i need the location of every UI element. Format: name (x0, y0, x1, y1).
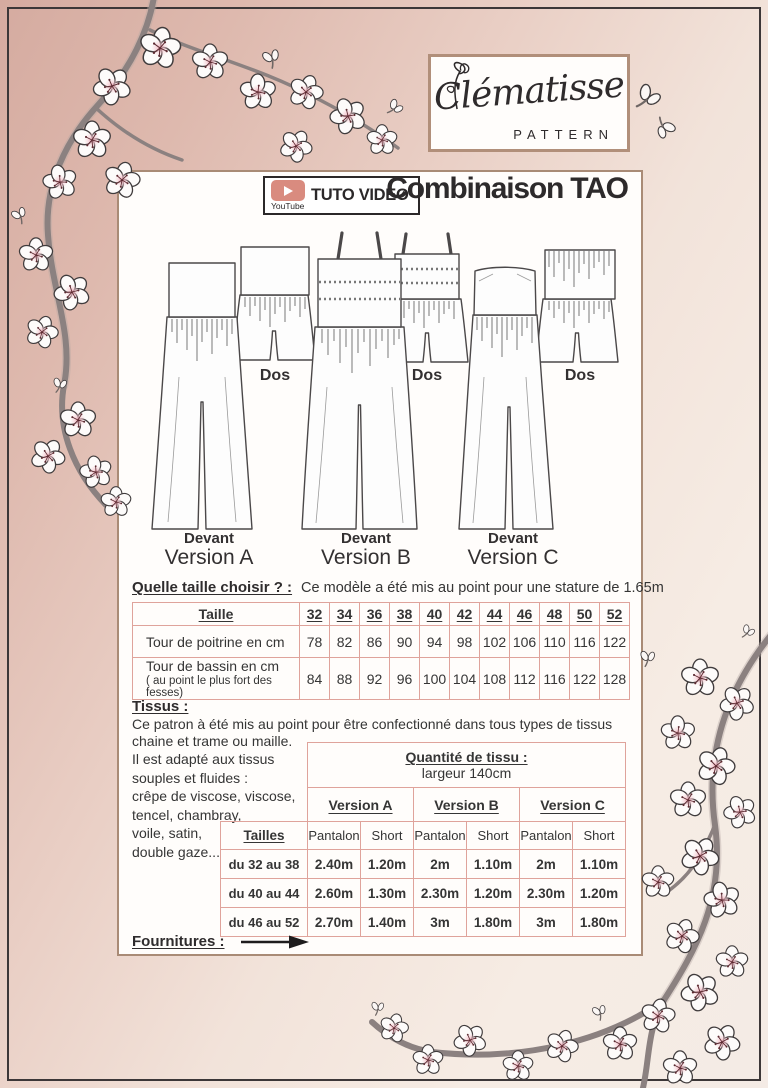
bud-near-logo (629, 80, 679, 142)
pantalon-header: Pantalon (414, 822, 467, 850)
short-header: Short (467, 822, 520, 850)
version-a-front-sketch (152, 263, 252, 529)
size-cell: 50 (570, 603, 600, 626)
quantity-value: 2.70m (308, 908, 361, 937)
empty-cell (221, 743, 308, 788)
version-c-label: Version C (467, 546, 559, 567)
dos-label-c: Dos (564, 367, 596, 384)
fabric-line: Il est adapté aux tissus (132, 751, 275, 767)
bust-value: 94 (420, 626, 450, 658)
pantalon-header: Pantalon (520, 822, 573, 850)
size-cell: 46 (510, 603, 540, 626)
version-b-header: Version B (414, 788, 520, 822)
bust-row-label: Tour de poitrine en cm (133, 626, 300, 658)
youtube-icon (271, 180, 305, 211)
size-cell: 34 (330, 603, 360, 626)
size-cell: 40 (420, 603, 450, 626)
hip-label-main: Tour de bassin en cm (146, 658, 280, 674)
fabric-paragraph-line2: chaine et trame ou maille. (132, 733, 293, 749)
bust-value: 98 (450, 626, 480, 658)
version-a-label: Version A (164, 546, 254, 567)
supplies-row (132, 933, 311, 950)
size-cell: 48 (540, 603, 570, 626)
quantity-title-row (221, 743, 626, 788)
brand-logo-box (428, 54, 630, 152)
bust-value: 106 (510, 626, 540, 658)
quantity-row (221, 850, 626, 879)
quantity-value: 3m (414, 908, 467, 937)
quantity-value: 1.30m (361, 879, 414, 908)
hip-value: 104 (450, 658, 480, 700)
quantity-value: 1.20m (361, 850, 414, 879)
bust-value: 78 (300, 626, 330, 658)
hip-value: 122 (570, 658, 600, 700)
short-header: Short (573, 822, 626, 850)
size-cell: 38 (390, 603, 420, 626)
quantity-value: 2.40m (308, 850, 361, 879)
quantity-value: 2.30m (520, 879, 573, 908)
quantity-value: 2m (414, 850, 467, 879)
size-cell: 52 (600, 603, 630, 626)
right-arrow-icon (239, 934, 311, 950)
size-cell: 44 (480, 603, 510, 626)
fabric-line: voile, satin, (132, 825, 203, 841)
hip-label-note: ( au point le plus fort des fesses) (146, 675, 272, 699)
hip-value: 112 (510, 658, 540, 700)
hip-value: 96 (390, 658, 420, 700)
bust-value: 116 (570, 626, 600, 658)
version-b-label: Version B (321, 546, 411, 567)
version-c-front-sketch (459, 267, 553, 529)
size-table (132, 602, 630, 700)
size-cell: 42 (450, 603, 480, 626)
quantity-value: 2m (520, 850, 573, 879)
devant-label-a: Devant (183, 530, 235, 547)
column-header-row (221, 822, 626, 850)
quantity-value: 1.20m (467, 879, 520, 908)
quantity-value: 2.60m (308, 879, 361, 908)
quantity-value: 1.20m (573, 879, 626, 908)
bust-value: 102 (480, 626, 510, 658)
tuto-video-label: TUTO VIDEO (311, 185, 409, 204)
brand-name: Clématisse (432, 64, 626, 119)
size-cell: 32 (300, 603, 330, 626)
version-c-header: Version C (520, 788, 626, 822)
devant-label-c: Devant (487, 530, 539, 547)
size-intro: Ce modèle a été mis au point pour une stature de 1.65m (301, 580, 664, 596)
bust-row (133, 626, 630, 658)
quantity-value: 1.10m (467, 850, 520, 879)
quantity-value: 3m (520, 908, 573, 937)
version-a-back-sketch (233, 247, 315, 360)
fabric-line: souples et fluides : (132, 769, 248, 786)
garment-technical-drawings (119, 227, 641, 567)
size-range-label: du 32 au 38 (221, 850, 308, 879)
quantity-title-cell (308, 743, 626, 788)
quantity-value: 1.80m (467, 908, 520, 937)
version-header-row (221, 788, 626, 822)
version-a-header: Version A (308, 788, 414, 822)
size-table-header-row (133, 603, 630, 626)
bust-value: 110 (540, 626, 570, 658)
quantity-subtitle: largeur 140cm (421, 765, 512, 781)
quantity-row (221, 879, 626, 908)
supplies-heading: Fournitures : (132, 933, 225, 950)
quantity-value: 1.10m (573, 850, 626, 879)
youtube-label: YouTube (271, 201, 305, 211)
quantity-value: 2.30m (414, 879, 467, 908)
size-corner-cell: Taille (133, 603, 300, 626)
hip-value: 116 (540, 658, 570, 700)
tailles-header: Tailles (221, 822, 308, 850)
hip-value: 108 (480, 658, 510, 700)
version-c-back-sketch (536, 250, 618, 362)
hip-row (133, 658, 630, 700)
fabric-heading-wrap (132, 698, 188, 716)
size-range-label: du 40 au 44 (221, 879, 308, 908)
fabric-line: tencel, chambray, (132, 806, 242, 823)
quantity-title: Quantité de tissu : (405, 749, 528, 765)
hip-row-label (133, 658, 300, 700)
hip-value: 84 (300, 658, 330, 700)
quantity-value: 1.80m (573, 908, 626, 937)
brand-subtitle: PATTERN (513, 127, 614, 142)
size-heading: Quelle taille choisir ? : (132, 579, 293, 596)
size-cell: 36 (360, 603, 390, 626)
bust-value: 90 (390, 626, 420, 658)
fabric-quantity-table (220, 742, 626, 937)
hip-value: 88 (330, 658, 360, 700)
empty-cell (221, 788, 308, 822)
hip-value: 92 (360, 658, 390, 700)
fabric-heading: Tissus : (132, 698, 189, 715)
version-b-front-sketch (302, 233, 417, 529)
hip-value: 100 (420, 658, 450, 700)
bust-value: 82 (330, 626, 360, 658)
dos-label-b: Dos (411, 367, 443, 384)
fabric-line: double gaze... (132, 843, 220, 860)
bust-value: 122 (600, 626, 630, 658)
fabric-paragraph-line1: Ce patron à été mis au point pour être confectionné dans tous types de tissus (132, 716, 613, 732)
size-section-heading-row (132, 579, 664, 597)
pantalon-header: Pantalon (308, 822, 361, 850)
size-range-label: du 46 au 52 (221, 908, 308, 937)
hip-value: 128 (600, 658, 630, 700)
devant-label-b: Devant (340, 530, 392, 547)
dos-label-a: Dos (259, 367, 291, 384)
page-title: Combinaison TAO (386, 172, 628, 205)
short-header: Short (361, 822, 414, 850)
bust-value: 86 (360, 626, 390, 658)
fabric-line: crêpe de viscose, viscose, (132, 788, 296, 804)
pattern-content-box (117, 170, 664, 956)
quantity-value: 1.40m (361, 908, 414, 937)
